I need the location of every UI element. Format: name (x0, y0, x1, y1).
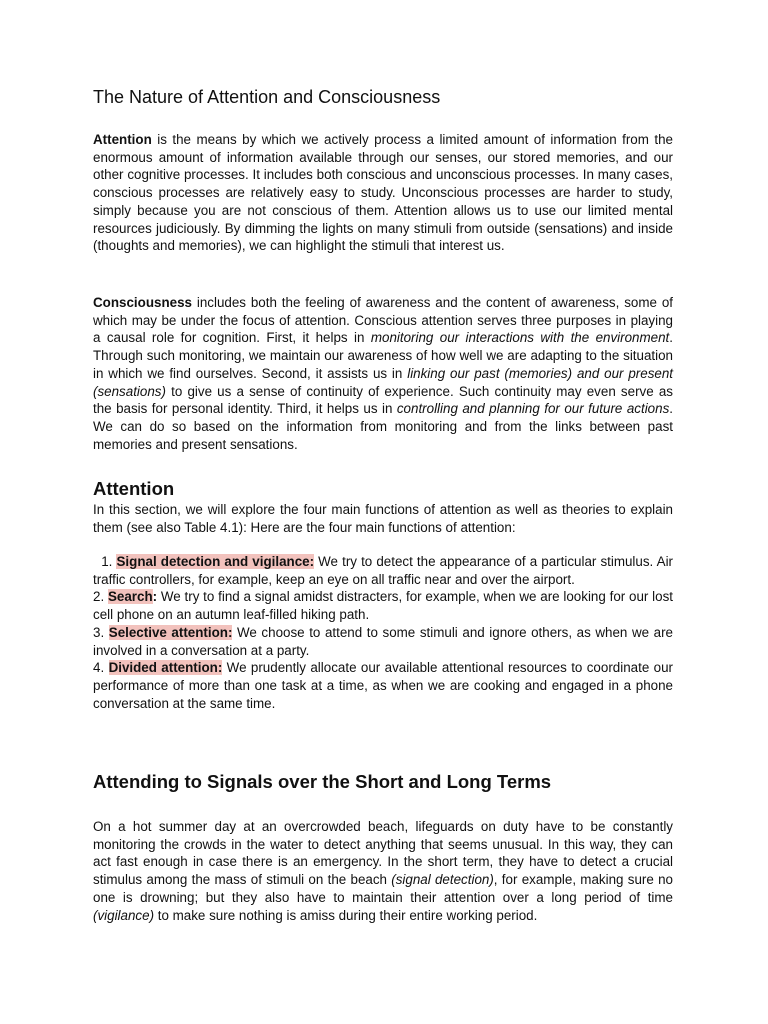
list-item-text: We try to detect the appearance of a particular stimulus. Air traffic controllers, for example, keep an eye on all traffic near and over the airport. (93, 554, 673, 587)
list-number: 4. (93, 660, 105, 676)
list-item (93, 659, 673, 712)
lifeguard-paragraph (93, 818, 673, 924)
list-item-text: We choose to attend to some stimuli and ignore others, as when we are involved in a conversation at a party. (93, 624, 673, 658)
list-number: 3. (93, 624, 105, 640)
italic-phrase: controlling and planning for our future actions (396, 401, 670, 417)
term-consciousness: Consciousness (93, 295, 192, 310)
paragraph-text: On a hot summer day at an overcrowded beach, lifeguards on duty have to be constantly monitoring the crowds in the water to detect anything that seems unusual. In this way, they can act fast enough in case there is an emergency. In the short term, they have to detect a crucial stimulus among the mass of stimuli on the beach (93, 819, 673, 888)
page-title: The Nature of Attention and Consciousness (93, 87, 441, 107)
paragraph-text: . We can do so based on the information from monitoring and from the links between past memories and present sensations. (93, 401, 674, 452)
paragraph-text: to make sure nothing is amiss during their entire working period. (154, 907, 538, 923)
list-item (93, 588, 673, 623)
attention-definition-paragraph (93, 131, 673, 255)
italic-phrase: monitoring our interactions with the environment (370, 330, 670, 346)
highlighted-term: Signal detection and vigilance: (116, 554, 315, 569)
attention-intro-paragraph: In this section, we will explore the four main functions of attention as well as theories to explain them (see also Table 4.1): Here are the four main functions of attention: (93, 502, 673, 535)
section-heading-attention: Attention (93, 478, 175, 499)
italic-phrase: (vigilance) (93, 907, 155, 923)
italic-phrase: linking our past (memories) and our present (sensations) (93, 365, 673, 399)
attention-functions-list (93, 553, 673, 712)
list-item (93, 624, 673, 659)
term-colon: : (152, 589, 158, 605)
consciousness-definition-paragraph (93, 294, 673, 453)
italic-phrase: (signal detection) (391, 872, 494, 888)
section-heading-signals: Attending to Signals over the Short and Long Terms (93, 771, 552, 792)
list-item-text: We try to find a signal amidst distracters, for example, when we are looking for our lost cell phone on an autumn leaf-filled hiking path. (93, 589, 673, 623)
list-item-text: We prudently allocate our available attentional resources to coordinate our performance of more than one task at a time, as when we are cooking and engaged in a phone conversation at the same time. (93, 660, 673, 711)
paragraph-text: . Through such monitoring, we maintain our awareness of how well we are adapting to the situation in which we find ourselves. Second, it assists us in (93, 330, 673, 381)
list-number: 1. (101, 554, 113, 569)
paragraph-text: is the means by which we actively process a limited amount of information from the enormous amount of information available through our senses, our stored memories, and our other cognitive processes. It includes both conscious and unconscious processes. In many cases, conscious processes are relatively easy to study. Unconscious processes are harder to study, simply because you are not conscious of them. Attention allows us to use our limited mental resources judiciously. By dimming the lights on many stimuli from outside (sensations) and inside (thoughts and memories), we can highlight the stimuli that interest us. (93, 132, 673, 254)
paragraph-text: to give us a sense of continuity of experience. Such continuity may even serve as the basis for personal identity. Third, it helps us in (93, 383, 673, 417)
term-attention: Attention (93, 132, 152, 147)
paragraph-text: includes both the feeling of awareness and the content of awareness, some of which may be under the focus of attention. Conscious attention serves three purposes in playing a causal role for cognition. First, it helps in (93, 295, 673, 346)
highlighted-term: Divided attention: (108, 660, 223, 676)
paragraph-text: , for example, making sure no one is drowning; but they also have to maintain their attention over a long period of time (93, 872, 673, 905)
highlighted-term: Selective attention: (108, 624, 233, 640)
list-item (93, 553, 673, 588)
list-number: 2. (93, 589, 105, 605)
highlighted-term: Search (107, 589, 153, 605)
